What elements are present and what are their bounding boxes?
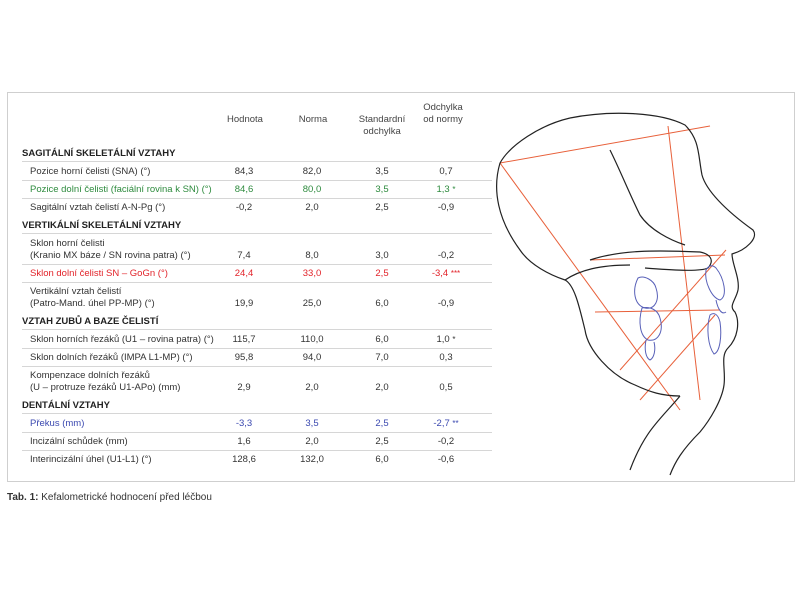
- cell-value: [222, 250, 266, 262]
- cell-text: 2,5: [375, 418, 389, 429]
- cell-value: [222, 184, 266, 196]
- row-label: Pozice dolní čelisti (faciální rovina k SN) (°): [30, 184, 212, 195]
- cell-norm: [290, 184, 334, 196]
- cell-norm: [290, 382, 334, 394]
- row-label-secondary: (Kranio MX báze / SN rovina patra) (°): [30, 250, 191, 261]
- cell-value: [222, 166, 266, 178]
- cell-text: 2,0: [305, 436, 319, 447]
- cell-text: -0,9: [437, 202, 455, 213]
- cell-text: 2,0: [305, 382, 319, 393]
- teeth-outline: [635, 266, 726, 360]
- cell-text: 95,8: [234, 352, 254, 363]
- cell-dev: [424, 454, 468, 466]
- cell-dev: [424, 334, 468, 346]
- row-label: Pozice horní čelisti (SNA) (°): [30, 166, 151, 177]
- cell-value: [222, 352, 266, 364]
- cell-norm: [290, 298, 334, 310]
- cell-dev: [424, 382, 468, 394]
- cell-text: 1,0: [436, 334, 450, 345]
- cell-text: 132,0: [300, 454, 324, 465]
- cell-text: -0,9: [437, 298, 455, 309]
- row-label: Sagitální vztah čelistí A-N-Pg (°): [30, 202, 166, 213]
- cell-text: 24,4: [234, 268, 254, 279]
- row-label: Sklon horních řezáků (U1 – rovina patra) (°): [30, 334, 214, 345]
- cell-dev: [424, 268, 468, 280]
- section-label: DENTÁLNÍ VZTAHY: [22, 400, 110, 411]
- header-norm: Norma: [298, 114, 328, 125]
- cell-value: [222, 202, 266, 214]
- cell-dev: [424, 166, 468, 178]
- cell-text: 0,3: [439, 352, 453, 363]
- row-separator: [22, 348, 492, 349]
- cell-text: 84,3: [234, 166, 254, 177]
- cell-text: -0,6: [437, 454, 455, 465]
- row-separator: [22, 329, 492, 330]
- cell-sd: [360, 352, 404, 364]
- cell-text: 0,7: [439, 166, 453, 177]
- cell-norm: [290, 166, 334, 178]
- header-standard-deviation: Standardní odchylka: [358, 114, 406, 137]
- section-label: VERTIKÁLNÍ SKELETÁLNÍ VZTAHY: [22, 220, 182, 231]
- significance-stars: **: [452, 419, 459, 428]
- row-separator: [22, 413, 492, 414]
- cell-sd: [360, 184, 404, 196]
- row-separator: [22, 233, 492, 234]
- section-label: VZTAH ZUBŮ A BAZE ČELISTÍ: [22, 316, 159, 327]
- cell-norm: [290, 250, 334, 262]
- row-label: Interincizální úhel (U1-L1) (°): [30, 454, 152, 465]
- cell-value: [222, 334, 266, 346]
- cell-norm: [290, 352, 334, 364]
- cell-text: 94,0: [302, 352, 322, 363]
- cell-sd: [360, 298, 404, 310]
- header-deviation: Odchylka od normy: [423, 102, 463, 125]
- cell-text: 3,0: [375, 250, 389, 261]
- cell-text: -0,2: [437, 436, 455, 447]
- cell-text: 1,3: [436, 184, 450, 195]
- row-label: Kompenzace dolních řezáků: [30, 370, 150, 381]
- cell-text: 2,0: [375, 382, 389, 393]
- row-separator: [22, 180, 492, 181]
- cell-text: 6,0: [375, 454, 389, 465]
- cell-text: -3,4: [431, 268, 449, 279]
- row-label: Překus (mm): [30, 418, 85, 429]
- cephalometric-tracing: [470, 100, 790, 480]
- cell-text: 3,5: [375, 166, 389, 177]
- cell-text: 2,5: [375, 268, 389, 279]
- cell-value: [222, 454, 266, 466]
- cell-text: 6,0: [375, 298, 389, 309]
- occlusal-line: [595, 310, 720, 312]
- cell-dev: [424, 250, 468, 262]
- row-label: Vertikální vztah čelistí: [30, 286, 122, 297]
- cell-text: 7,0: [375, 352, 389, 363]
- palatal-line: [590, 255, 725, 260]
- cell-text: -3,3: [235, 418, 253, 429]
- significance-stars: ***: [450, 269, 461, 278]
- row-separator: [22, 450, 492, 451]
- cell-text: 84,6: [234, 184, 254, 195]
- vertical-line: [668, 126, 700, 400]
- cell-value: [222, 298, 266, 310]
- cell-dev: [424, 436, 468, 448]
- cell-sd: [360, 268, 404, 280]
- cell-text: 25,0: [302, 298, 322, 309]
- cell-text: 6,0: [375, 334, 389, 345]
- row-label: Sklon dolních řezáků (IMPA L1-MP) (°): [30, 352, 193, 363]
- cell-sd: [360, 202, 404, 214]
- cell-value: [222, 418, 266, 430]
- cell-text: 3,5: [305, 418, 319, 429]
- cell-text: -0,2: [235, 202, 253, 213]
- row-separator: [22, 366, 492, 367]
- cell-text: 33,0: [302, 268, 322, 279]
- cell-sd: [360, 166, 404, 178]
- cell-dev: [424, 184, 468, 196]
- header-value: Hodnota: [227, 114, 263, 125]
- row-separator: [22, 432, 492, 433]
- caption-label: Tab. 1:: [7, 492, 39, 503]
- cell-text: 82,0: [302, 166, 322, 177]
- cell-norm: [290, 334, 334, 346]
- significance-stars: *: [452, 335, 456, 344]
- row-label-secondary: (Patro-Mand. úhel PP-MP) (°): [30, 298, 155, 309]
- profile-outline: [497, 113, 755, 475]
- cell-text: 1,6: [237, 436, 251, 447]
- facial-line: [500, 163, 680, 410]
- row-label: Sklon dolní čelisti SN – GoGn (°): [30, 268, 168, 279]
- cell-norm: [290, 202, 334, 214]
- cell-text: 128,6: [232, 454, 256, 465]
- cell-norm: [290, 436, 334, 448]
- cell-sd: [360, 334, 404, 346]
- cell-dev: [424, 298, 468, 310]
- cell-text: 110,0: [300, 334, 324, 345]
- cell-sd: [360, 382, 404, 394]
- cell-text: 2,9: [237, 382, 251, 393]
- caption-text: Kefalometrické hodnocení před léčbou: [38, 492, 212, 503]
- cell-text: 2,5: [375, 436, 389, 447]
- cell-text: 2,0: [305, 202, 319, 213]
- lower-incisor-line: [640, 315, 715, 400]
- sn-line: [500, 126, 710, 163]
- cell-text: -0,2: [437, 250, 455, 261]
- section-label: SAGITÁLNÍ SKELETÁLNÍ VZTAHY: [22, 148, 176, 159]
- row-label-secondary: (U – protruze řezáků U1-APo) (mm): [30, 382, 181, 393]
- cell-text: -2,7: [433, 418, 450, 429]
- row-label: Sklon horní čelisti: [30, 238, 105, 249]
- cell-sd: [360, 418, 404, 430]
- cell-value: [222, 268, 266, 280]
- cell-norm: [290, 418, 334, 430]
- cell-dev: [424, 202, 468, 214]
- row-separator: [22, 198, 492, 199]
- cell-text: 0,5: [439, 382, 453, 393]
- cell-sd: [360, 436, 404, 448]
- row-separator: [22, 161, 492, 162]
- cell-dev: [424, 418, 468, 430]
- cell-sd: [360, 454, 404, 466]
- cell-text: 8,0: [305, 250, 319, 261]
- cell-value: [222, 382, 266, 394]
- cell-norm: [290, 454, 334, 466]
- row-label: Incizální schůdek (mm): [30, 436, 128, 447]
- row-separator: [22, 264, 492, 265]
- cell-text: 7,4: [237, 250, 251, 261]
- significance-stars: *: [452, 185, 456, 194]
- cell-norm: [290, 268, 334, 280]
- row-separator: [22, 282, 492, 283]
- cell-text: 80,0: [302, 184, 322, 195]
- table-caption: [7, 492, 212, 503]
- cell-text: 19,9: [234, 298, 254, 309]
- cell-text: 115,7: [232, 334, 256, 345]
- cell-sd: [360, 250, 404, 262]
- cell-value: [222, 436, 266, 448]
- reference-lines: [500, 126, 726, 410]
- cell-text: 3,5: [375, 184, 389, 195]
- cell-dev: [424, 352, 468, 364]
- cell-text: 2,5: [375, 202, 389, 213]
